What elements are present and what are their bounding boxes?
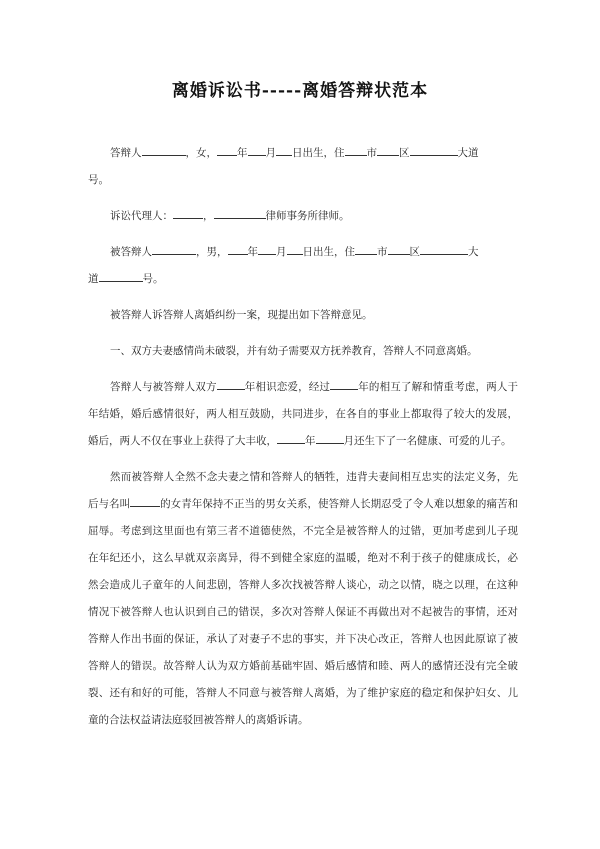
text-run: 月 (276, 246, 287, 258)
blank-line (345, 144, 367, 156)
text-run: 然而被答辩人全然不念夫妻之情和答辩人的牺牲，违背夫妻间相互忠实的法定义务，先后与名叫 (88, 471, 518, 510)
text-run: 律师事务所律师。 (265, 210, 350, 222)
text-run: 大道 (457, 147, 479, 159)
text-run: 被答辩人 (110, 246, 152, 258)
text-run: 号。 (88, 174, 109, 186)
blank-line (173, 207, 203, 219)
blank-line (142, 144, 186, 156)
respondent-info-paragraph (88, 140, 518, 194)
document-title: 离婚诉讼书-----离婚答辩状范本 (171, 81, 429, 101)
blank-line (228, 243, 248, 255)
text-run: ，女， (185, 147, 217, 159)
text-run: ， (203, 210, 214, 222)
text-run: 号。 (142, 273, 164, 285)
blank-line (330, 378, 358, 390)
text-run: 市 (377, 246, 388, 258)
blank-line (377, 144, 399, 156)
text-run: 市 (366, 147, 377, 159)
blank-line (217, 144, 237, 156)
blank-line (420, 243, 468, 255)
blank-line (388, 243, 410, 255)
text-run: 答辩人与被答辩人双方 (110, 381, 217, 393)
document-body (88, 140, 518, 734)
text-run: 日出生，住 (302, 246, 355, 258)
text-run: ，男， (196, 246, 228, 258)
text-run: 年的相互了解和情重考虑，两人于 (358, 381, 519, 393)
text-run: 年 (247, 246, 258, 258)
text-run: 的女青年保持不正当的男女关系，使答辩人长期忍受了令人难以想象的痛苦和屈辱。考虑到这里面也有第三者不道德使然，不完全是被答辩人的过错，更加考虑到儿子现在年纪还小，这么早就双亲离异，得不到健全家庭的温暖，绝对不利于孩子的健康成长，必然会造成儿子童年的人间悲剧，答辩人多次找被答辩人谈心，动之以情，晓之以理，在这种情况下被答辩人也认识到自己的错误，多次对答辩人保证不再做出对不起被告的事情，还对答辩人作出书面的保证，承认了对妻子不忠的事实，并下决心改正，答辩人也因此原谅了被答辩人的错误。故答辩人认为双方婚前基础牢固、婚后感情和睦、两人的感情还没有完全破裂、还有和好的可能，答辩人不同意与被答辩人离婚，为了维护家庭的稳定和保护妇女、儿童的合法权益请法庭驳回被答辩人的离婚诉请。 (88, 498, 519, 726)
text-run: 诉讼代理人： (110, 210, 173, 222)
blank-line (99, 270, 143, 282)
blank-line (355, 243, 377, 255)
text-run: 日出生，住 (292, 147, 345, 159)
text-run: 答辩人 (110, 147, 142, 159)
text-run: 年相识恋爱，经过 (244, 381, 331, 393)
text-run: 道 (88, 273, 99, 285)
marriage-history-paragraph (88, 374, 518, 455)
text-run: 年 (305, 435, 316, 447)
text-run: 月 (265, 147, 276, 159)
agent-info-paragraph (88, 203, 518, 230)
blank-line (130, 495, 160, 507)
blank-line (214, 207, 266, 219)
blank-line (258, 243, 276, 255)
text-run: 大 (468, 246, 479, 258)
text-run: 区 (409, 246, 420, 258)
blank-line (277, 432, 305, 444)
blank-line (316, 432, 344, 444)
text-run: 年结婚，婚后感情很好，两人相互鼓励，共同进步，在各自的事业上都取得了较大的发展，婚后，两人不仅在事业上获得了大丰收， (88, 408, 518, 447)
text-run: 区 (399, 147, 410, 159)
text-run: 月还生下了一名健康、可爱的儿子。 (343, 435, 512, 447)
blank-line (152, 243, 196, 255)
plaintiff-info-paragraph (88, 239, 518, 293)
blank-line (248, 144, 266, 156)
blank-line (287, 243, 303, 255)
argument-paragraph (88, 464, 518, 734)
blank-line (276, 144, 292, 156)
point-one-heading: 一、双方夫妻感情尚未破裂，并有幼子需要双方抚养教育，答辩人不同意离婚。 (110, 345, 478, 357)
blank-line (410, 144, 458, 156)
text-run: 年 (237, 147, 248, 159)
intro-paragraph: 被答辩人诉答辩人离婚纠纷一案，现提出如下答辩意见。 (110, 309, 373, 321)
blank-line (217, 378, 245, 390)
